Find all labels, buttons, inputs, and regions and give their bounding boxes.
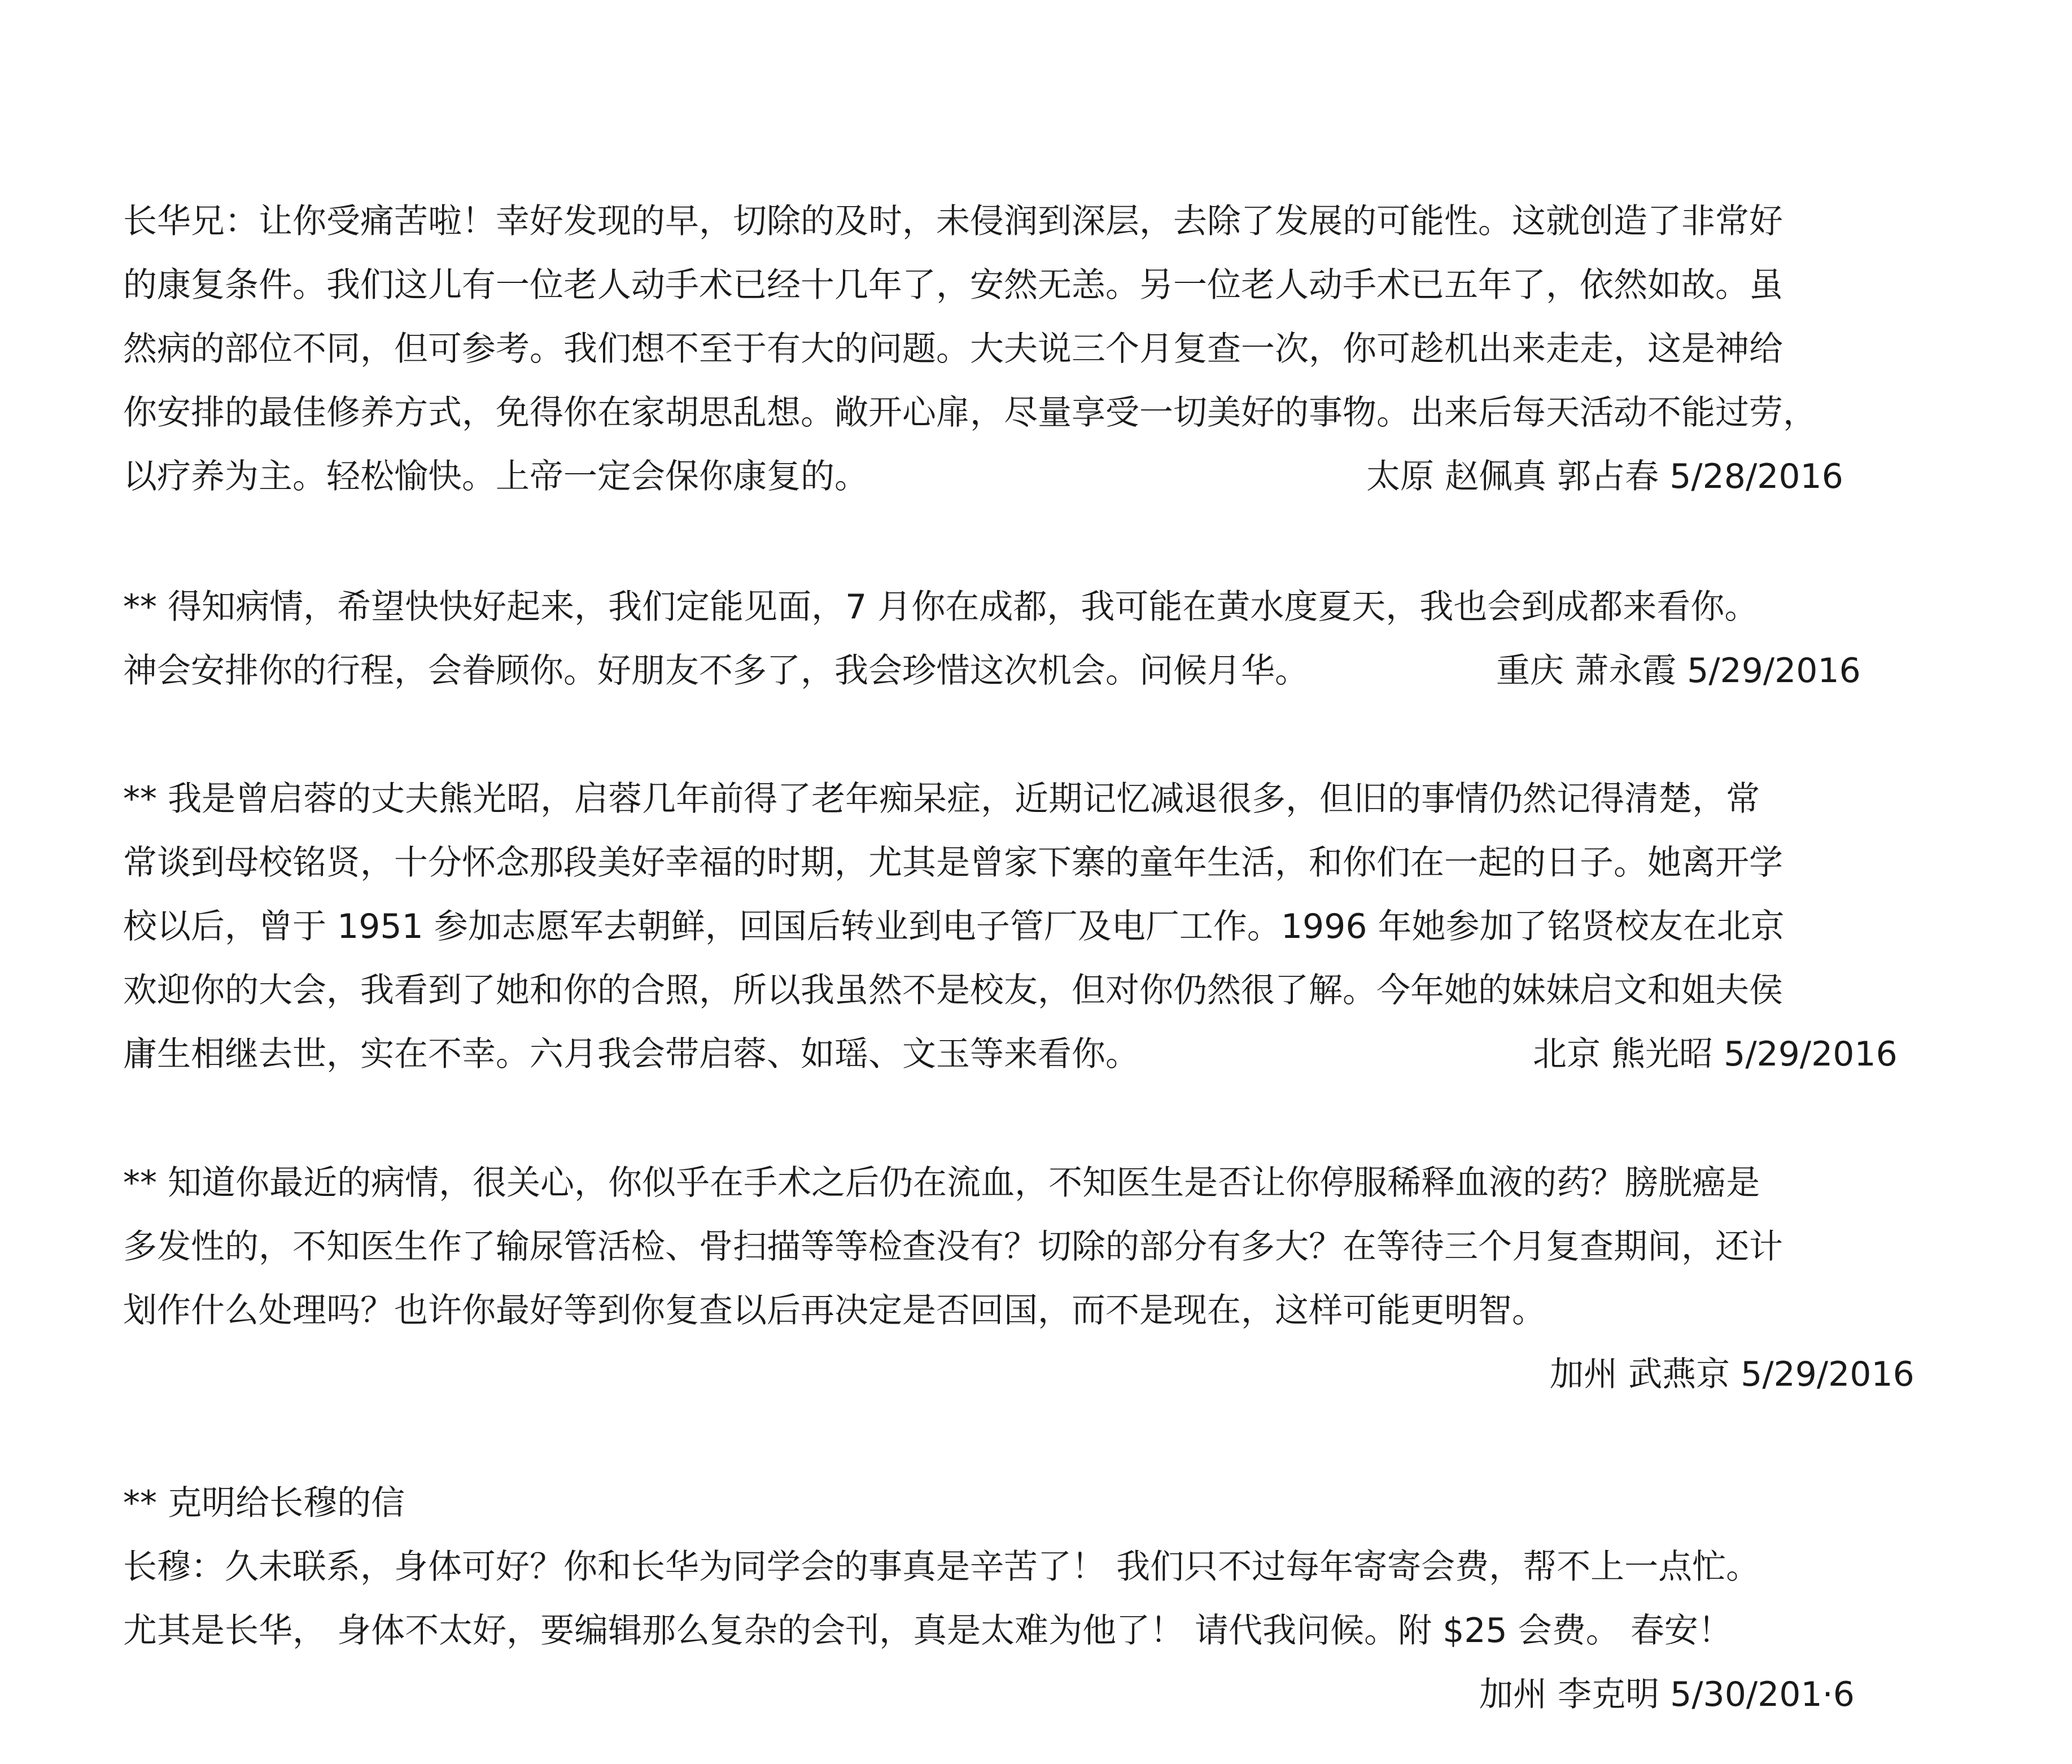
letter-3-signature: 北京 熊光昭 5/29/2016 <box>1533 1034 1898 1074</box>
letter-3-line-1: ** 我是曾启蓉的丈夫熊光昭，启蓉几年前得了老年痴呆症，近期记忆减退很多，但旧的事情仍然记得清楚，常 <box>123 779 1760 819</box>
letter-4-line-2: 多发性的，不知医生作了输尿管活检、骨扫描等等检查没有？切除的部分有多大？在等待三个月复查期间，还计 <box>123 1227 1783 1267</box>
letter-2-signature: 重庆 萧永霞 5/29/2016 <box>1496 651 1861 691</box>
letter-3-line-3: 校以后，曾于 1951 参加志愿军去朝鲜，回国后转业到电子管厂及电厂工作。1996 年她参加了铭贤校友在北京 <box>123 907 1785 946</box>
letter-3-line-5: 庸生相继去世，实在不幸。六月我会带启蓉、如瑶、文玉等来看你。 <box>123 1034 1139 1074</box>
letter-4-signature: 加州 武燕京 5/29/2016 <box>1550 1355 1914 1394</box>
letter-5-line-2: 尤其是长华， 身体不太好，要编辑那么复杂的会刊，真是太难为他了！ 请代我问候。附 $25 会费。 春安！ <box>123 1611 1732 1651</box>
letter-4-line-1: ** 知道你最近的病情，很关心，你似乎在手术之后仍在流血，不知医生是否让你停服稀释血液的药？膀胱癌是 <box>123 1163 1760 1203</box>
letter-1-signature: 太原 赵佩真 郭占春 5/28/2016 <box>1366 457 1843 496</box>
letter-3-line-2: 常谈到母校铭贤，十分怀念那段美好幸福的时期，尤其是曾家下寨的童年生活，和你们在一起的日子。她离开学 <box>123 843 1783 883</box>
letter-1-line-1: 长华兄：让你受痛苦啦！幸好发现的早，切除的及时，未侵润到深层，去除了发展的可能性。这就创造了非常好 <box>123 202 1783 241</box>
letter-5-line-1: 长穆：久未联系，身体可好？你和长华为同学会的事真是辛苦了！ 我们只不过每年寄寄会费，帮不上一点忙。 <box>123 1547 1760 1587</box>
letter-1-line-4: 你安排的最佳修养方式，免得你在家胡思乱想。敞开心扉，尽量享受一切美好的事物。出来后每天活动不能过劳， <box>123 393 1817 433</box>
letter-1-line-5: 以疗养为主。轻松愉快。上帝一定会保你康复的。 <box>123 457 868 496</box>
letter-2-line-1: ** 得知病情，希望快快好起来，我们定能见面，7 月你在成都，我可能在黄水度夏天，我也会到成都来看你。 <box>123 587 1759 627</box>
letter-1-line-3: 然病的部位不同，但可参考。我们想不至于有大的问题。大夫说三个月复查一次，你可趁机出来走走，这是神给 <box>123 329 1783 369</box>
letter-4-line-3: 划作什么处理吗？也许你最好等到你复查以后再决定是否回国，而不是现在，这样可能更明智。 <box>123 1291 1546 1330</box>
letter-3-line-4: 欢迎你的大会，我看到了她和你的合照，所以我虽然不是校友，但对你仍然很了解。今年她的妹妹启文和姐夫侯 <box>123 971 1783 1010</box>
letter-2-line-2: 神会安排你的行程，会眷顾你。好朋友不多了，我会珍惜这次机会。问候月华。 <box>123 651 1309 691</box>
letter-1-line-2: 的康复条件。我们这儿有一位老人动手术已经十几年了，安然无恙。另一位老人动手术已五年了，依然如故。虽 <box>123 265 1783 305</box>
letter-5-title: ** 克明给长穆的信 <box>123 1483 405 1523</box>
letter-5-signature: 加州 李克明 5/30/201·6 <box>1479 1675 1855 1714</box>
